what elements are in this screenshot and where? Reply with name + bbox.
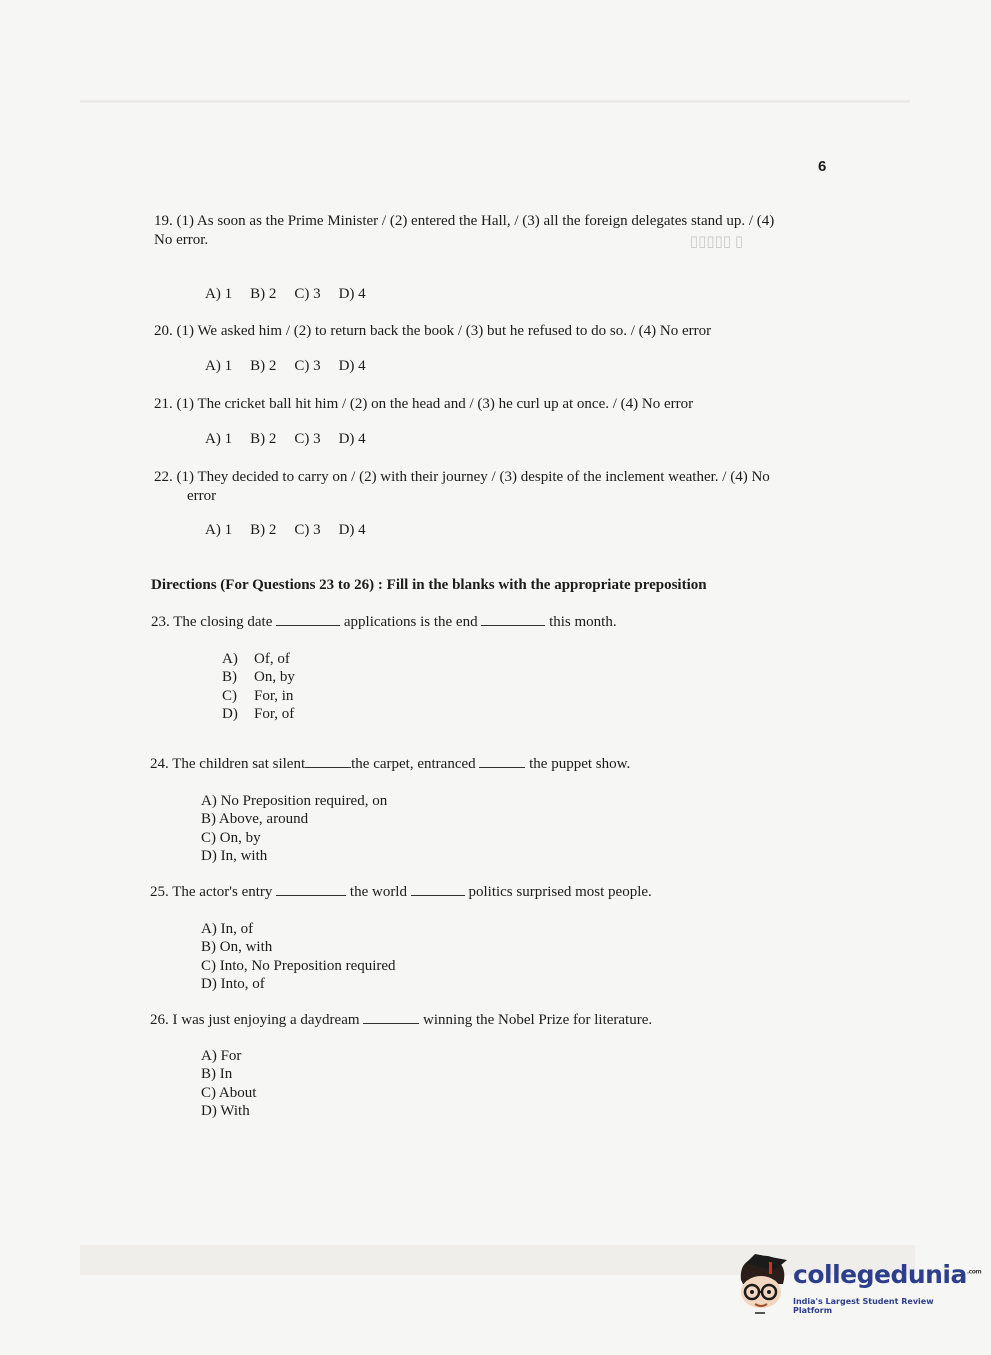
option: A) Of, of <box>222 651 290 667</box>
question-20 <box>154 322 711 340</box>
option: A) 1 <box>205 358 233 374</box>
question-number: 23. <box>151 614 170 630</box>
question-text: I was just enjoying a daydream <box>172 1012 360 1028</box>
option: C) 3 <box>294 431 321 447</box>
question-text: (1) They decided to carry on / (2) with their journey / (3) despite of the inclement weather. / (4) No <box>176 469 770 485</box>
page-number: 6 <box>818 158 827 175</box>
collegedunia-logo <box>735 1250 982 1320</box>
blank <box>411 883 465 896</box>
option: D) In, with <box>201 847 268 864</box>
question-22-line2: error <box>187 488 217 504</box>
option: C) 3 <box>294 522 321 538</box>
question-26-options <box>201 1047 256 1120</box>
option: B) 2 <box>250 431 277 447</box>
question-number: 24. <box>150 756 169 772</box>
option: A) For <box>201 1048 242 1064</box>
question-text: the puppet show. <box>529 756 631 772</box>
logo-wordmark: collegedunia$^{.com}$ <box>793 1260 982 1289</box>
question-22 <box>154 468 770 486</box>
option: A) 1 <box>205 286 233 302</box>
option: A) 1 <box>205 522 233 538</box>
mascot-icon <box>735 1250 791 1320</box>
option: B) 2 <box>250 358 277 374</box>
option: B) On, by <box>222 669 295 686</box>
option: B) 2 <box>250 522 277 538</box>
directions-heading: Directions (For Questions 23 to 26) : Fill in the blanks with the appropriate preposition <box>151 577 707 593</box>
question-number: 21. <box>154 396 173 412</box>
question-text: applications is the end <box>343 614 478 630</box>
option: C) On, by <box>201 829 261 846</box>
question-19 <box>154 212 774 230</box>
bleed-through: ▯ ▯▯▯▯▯ <box>690 234 744 250</box>
option: D) 4 <box>338 522 366 538</box>
option: C) 3 <box>294 286 321 302</box>
option: C) About <box>201 1084 257 1101</box>
option: D) For, of <box>222 705 295 722</box>
question-26 <box>150 1011 652 1029</box>
question-text: this month. <box>549 614 617 630</box>
question-number: 20. <box>154 323 173 339</box>
option: A) 1 <box>205 431 233 447</box>
option: B) In <box>201 1066 233 1083</box>
option: D) 4 <box>338 286 366 302</box>
question-number: 26. <box>150 1012 169 1028</box>
blank <box>305 755 351 768</box>
option: D) 4 <box>338 358 366 374</box>
question-20-options <box>205 358 384 375</box>
question-number: 25. <box>150 884 169 900</box>
question-19-line2: No error. <box>154 232 209 248</box>
blank <box>481 613 545 626</box>
question-25-options <box>201 920 396 993</box>
question-text: the world <box>349 884 407 900</box>
blank <box>479 755 525 768</box>
option: A) No Preposition required, on <box>201 793 388 809</box>
question-25 <box>150 883 652 901</box>
logo-tagline: India's Largest Student Review Platform <box>793 1297 934 1315</box>
question-19-options <box>205 286 384 303</box>
option: C) For, in <box>222 687 294 704</box>
scan-top-line <box>80 100 910 103</box>
option: B) Above, around <box>201 811 309 828</box>
question-23-options <box>222 650 295 723</box>
option: D) With <box>201 1102 250 1119</box>
option: B) On, with <box>201 939 273 956</box>
question-text: The children sat silent <box>172 756 306 772</box>
question-text: The closing date <box>173 614 273 630</box>
blank <box>276 883 346 896</box>
question-text: (1) We asked him / (2) to return back the book / (3) but he refused to do so. / (4) No error <box>176 323 712 339</box>
option: B) 2 <box>250 286 277 302</box>
question-24-options <box>201 792 387 865</box>
question-24 <box>150 755 630 773</box>
option: D) 4 <box>338 431 366 447</box>
logo-suffix: .com <box>966 1268 982 1276</box>
option: D) Into, of <box>201 975 265 992</box>
question-21-options <box>205 431 384 448</box>
question-23 <box>151 613 617 631</box>
option: C) 3 <box>294 358 321 374</box>
blank <box>276 613 340 626</box>
blank <box>363 1011 419 1024</box>
question-text: (1) As soon as the Prime Minister / (2) entered the Hall, / (3) all the foreign delegates stand up. / (4) <box>176 213 775 229</box>
question-22-options <box>205 522 384 539</box>
question-text: The actor's entry <box>172 884 273 900</box>
question-text: the carpet, entranced <box>351 756 476 772</box>
question-text: (1) The cricket ball hit him / (2) on the head and / (3) he curl up at once. / (4) No error <box>176 396 694 412</box>
question-number: 19. <box>154 213 173 229</box>
question-number: 22. <box>154 469 173 485</box>
question-text: politics surprised most people. <box>468 884 652 900</box>
question-21 <box>154 395 693 413</box>
question-text: winning the Nobel Prize for literature. <box>423 1012 653 1028</box>
option: A) In, of <box>201 921 254 937</box>
option: C) Into, No Preposition required <box>201 957 396 974</box>
